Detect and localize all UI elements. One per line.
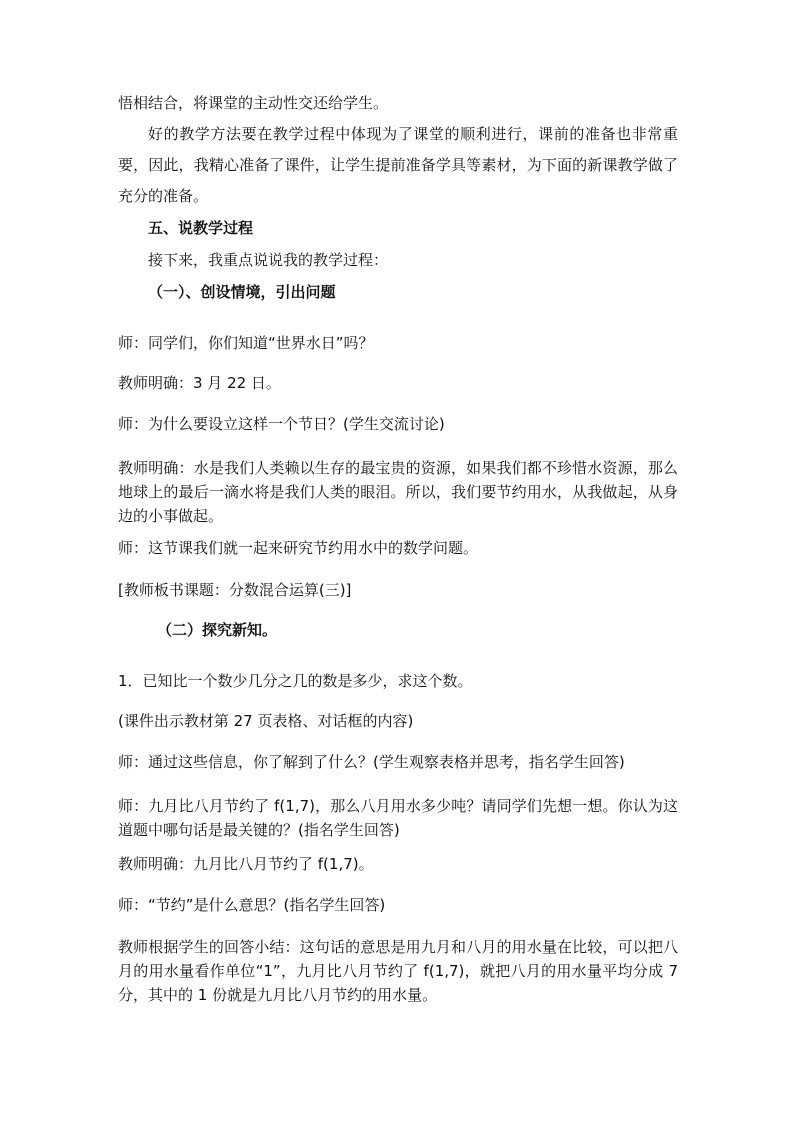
question-item-1: 1．已知比一个数少几分之几的数是多少，求这个数。 [118,672,473,690]
dialogue-line-7: 师：九月比八月节约了 f(1,7)，那么八月用水多少吨？请同学们先想一想。你认为这道题中哪句话是最关键的？(指名学生回答) [118,797,678,839]
dialogue-line-6: 师：通过这些信息，你了解到了什么？(学生观察表格并思考，指名学生回答) [118,753,625,771]
dialogue-line-3: 师：为什么要设立这样一个节日？(学生交流讨论) [118,415,445,433]
section-heading-5: 五、说教学过程 [148,219,254,237]
paragraph-preparation: 好的教学方法要在教学过程中体现为了课堂的顺利进行，课前的准备也非常重要，因此，我精心准备了课件，让学生提前准备学具等素材，为下面的新课教学做了充分的准备。 [118,125,678,205]
dialogue-line-4: 教师明确：水是我们人类赖以生存的最宝贵的资源，如果我们都不珍惜水资源，那么地球上的最后一滴水将是我们人类的眼泪。所以，我们要节约用水，从我做起，从身边的小事做起。 [118,459,678,525]
subsection-heading-1: （一）、创设情境，引出问题 [148,283,336,301]
dialogue-line-9: 师：“节约”是什么意思？(指名学生回答) [118,896,386,914]
paragraph-continuation: 悟相结合，将课堂的主动性交还给学生。 [118,94,389,112]
dialogue-summary: 教师根据学生的回答小结：这句话的意思是用九月和八月的用水量在比较，可以把八月的用水量看作单位“1”，九月比八月节约了 f(1,7)，就把八月的用水量平均分成 7 分，其中的 1 份就是九月比八月节约的用水量。 [118,938,678,1004]
board-title-note: [教师板书课题：分数混合运算(三)] [118,581,352,599]
dialogue-line-1: 师：同学们，你们知道“世界水日”吗？ [118,334,374,352]
paragraph-intro: 接下来，我重点说说我的教学过程： [148,251,389,269]
dialogue-line-2: 教师明确：3 月 22 日。 [118,374,281,392]
dialogue-line-5: 师：这节课我们就一起来研究节约用水中的数学问题。 [118,539,479,557]
courseware-note: (课件出示教材第 27 页表格、对话框的内容) [118,712,414,730]
dialogue-line-8: 教师明确：九月比八月节约了 f(1,7)。 [118,855,374,873]
subsection-heading-2: （二）探究新知。 [157,621,278,639]
